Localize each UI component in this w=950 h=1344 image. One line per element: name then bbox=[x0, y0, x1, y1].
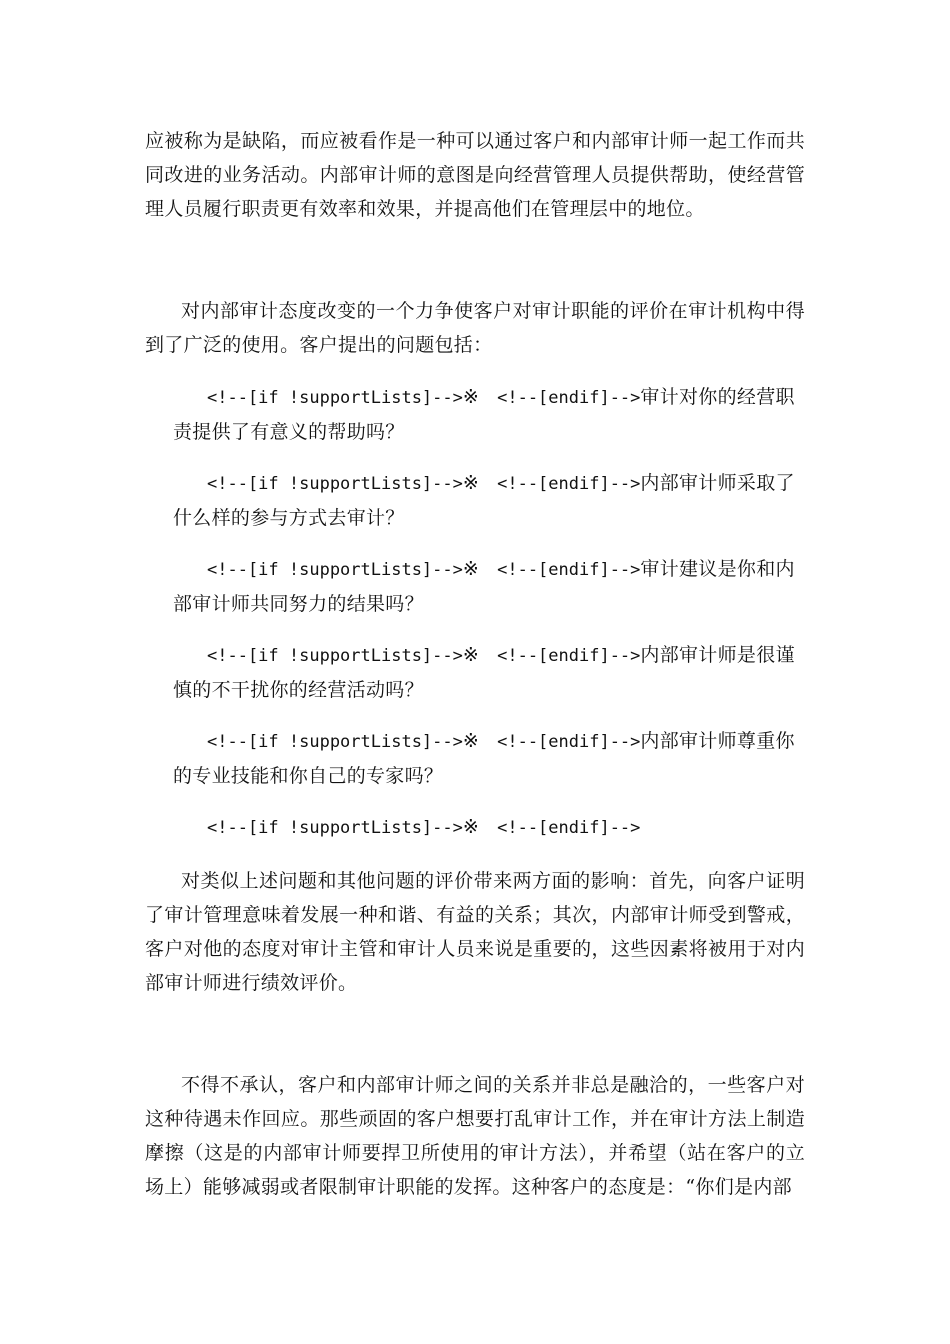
list-item-text: 审计建议是你和内部审计师共同努力的结果吗？ bbox=[173, 558, 795, 615]
list-item bbox=[173, 724, 801, 793]
list-item bbox=[173, 810, 801, 845]
list-marker-suffix: <!--[endif]--> bbox=[497, 646, 641, 666]
list-item-text: 内部审计师尊重你的专业技能和你自己的专家吗？ bbox=[173, 730, 795, 787]
list-item-text: 审计对你的经营职责提供了有意义的帮助吗？ bbox=[173, 386, 795, 443]
list-marker-prefix: <!--[if !supportLists]--> bbox=[207, 388, 463, 408]
list-item-text: 内部审计师采取了什么样的参与方式去审计？ bbox=[173, 472, 795, 529]
list-item bbox=[173, 638, 801, 707]
bullet-glyph: ※ bbox=[462, 644, 480, 666]
paragraph-1: 应被称为是缺陷，而应被看作是一种可以通过客户和内部审计师一起工作而共同改进的业务活动。内部审计师的意图是向经营管理人员提供帮助，使经营管理人员履行职责更有效率和效果，并提高他们在管理层中的地位。 bbox=[145, 130, 805, 220]
bullet-glyph: ※ bbox=[462, 816, 480, 838]
list-item bbox=[173, 552, 801, 621]
paragraph-2: 对内部审计态度改变的一个力争使客户对审计职能的评价在审计机构中得到了广泛的使用。客户提出的问题包括： bbox=[145, 300, 805, 356]
bullet-glyph: ※ bbox=[462, 472, 480, 494]
bullet-glyph: ※ bbox=[462, 386, 480, 408]
list-item bbox=[173, 466, 801, 535]
list-marker-prefix: <!--[if !supportLists]--> bbox=[207, 646, 463, 666]
list-marker-prefix: <!--[if !supportLists]--> bbox=[207, 474, 463, 494]
list-item bbox=[173, 380, 801, 449]
list-marker-prefix: <!--[if !supportLists]--> bbox=[207, 818, 463, 838]
list-marker-prefix: <!--[if !supportLists]--> bbox=[207, 732, 463, 752]
bullet-glyph: ※ bbox=[462, 558, 480, 580]
list-marker-suffix: <!--[endif]--> bbox=[497, 388, 641, 408]
list-marker-suffix: <!--[endif]--> bbox=[497, 474, 641, 494]
paragraph-3: 对类似上述问题和其他问题的评价带来两方面的影响：首先，向客户证明了审计管理意味着发展一种和谐、有益的关系；其次，内部审计师受到警戒，客户对他的态度对审计主管和审计人员来说是重要的，这些因素将被用于对内部审计师进行绩效评价。 bbox=[145, 870, 805, 994]
list-marker-suffix: <!--[endif]--> bbox=[497, 732, 641, 752]
bullet-glyph: ※ bbox=[462, 730, 480, 752]
list-marker-suffix: <!--[endif]--> bbox=[497, 818, 641, 838]
paragraph-4: 不得不承认，客户和内部审计师之间的关系并非总是融洽的，一些客户对这种待遇未作回应。那些顽固的客户想要打乱审计工作，并在审计方法上制造摩擦（这是的内部审计师要捍卫所使用的审计方法），并希望（站在客户的立场上）能够减弱或者限制审计职能的发挥。这种客户的态度是：“你们是内部 bbox=[145, 1074, 805, 1198]
list-item-text: 内部审计师是很谨慎的不干扰你的经营活动吗？ bbox=[173, 644, 795, 701]
list-marker-prefix: <!--[if !supportLists]--> bbox=[207, 560, 463, 580]
list-marker-suffix: <!--[endif]--> bbox=[497, 560, 641, 580]
